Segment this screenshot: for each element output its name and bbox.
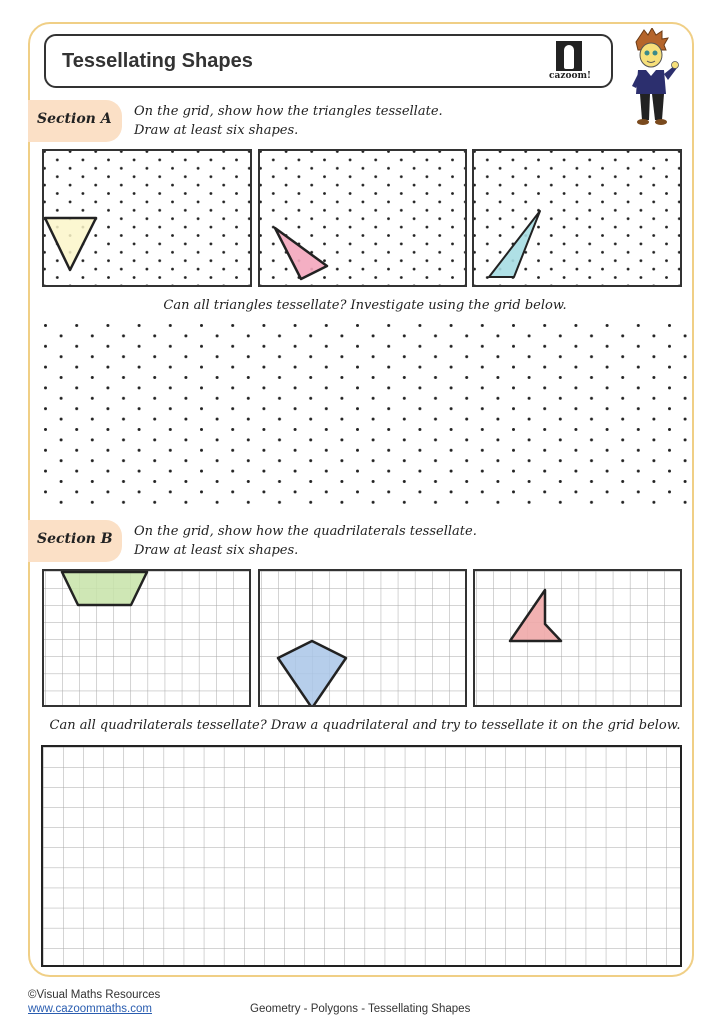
section-b-instruction-line1: On the grid, show how the quadrilaterals tessellate. <box>134 524 477 539</box>
cazoom-logo <box>543 41 597 83</box>
square-grid <box>260 571 467 707</box>
section-a-instruction-line2: Draw at least six shapes. <box>134 123 299 138</box>
square-grid-panel-1[interactable] <box>42 569 251 707</box>
isometric-investigation-grid[interactable] <box>40 322 688 504</box>
square-grid <box>43 747 682 967</box>
section-a-label-text: Section A <box>37 111 112 127</box>
square-grid <box>475 571 682 707</box>
footer-topic: Geometry - Polygons - Tessellating Shapes <box>250 1003 471 1015</box>
section-a-instructions <box>134 102 443 140</box>
square-investigation-grid[interactable] <box>41 745 682 967</box>
cazoom-logo-icon <box>556 41 582 71</box>
isometric-dot-grid <box>474 151 682 287</box>
isometric-panel-3[interactable] <box>472 149 682 287</box>
section-b-question: Can all quadrilaterals tessellate? Draw a quadrilateral and try to tessellate it on the grid below. <box>49 718 681 733</box>
title-box <box>44 34 613 88</box>
copyright-text: ©Visual Maths Resources <box>28 989 161 1001</box>
page-title: Tessellating Shapes <box>62 50 253 72</box>
isometric-dot-grid <box>44 151 252 287</box>
square-grid-panel-3[interactable] <box>473 569 682 707</box>
website-link[interactable]: www.cazoommaths.com <box>28 1003 152 1015</box>
section-b-instruction-line2: Draw at least six shapes. <box>134 543 299 558</box>
section-a-instruction-line1: On the grid, show how the triangles tessellate. <box>134 104 443 119</box>
square-grid-panel-2[interactable] <box>258 569 467 707</box>
logo-text: cazoom! <box>549 71 591 81</box>
isometric-panel-1[interactable] <box>42 149 252 287</box>
mascot-icon <box>622 28 682 128</box>
section-b-label-text: Section B <box>37 531 113 547</box>
trapezium-green-shape <box>62 572 147 605</box>
isometric-dot-grid <box>260 151 467 287</box>
section-a-label <box>28 100 122 142</box>
square-grid <box>44 571 251 707</box>
isometric-dot-grid <box>40 322 688 504</box>
section-a-question: Can all triangles tessellate? Investigate using the grid below. <box>163 298 567 313</box>
isometric-panel-2[interactable] <box>258 149 467 287</box>
footer-left <box>28 988 160 1016</box>
section-b-instructions <box>134 522 477 560</box>
section-b-label <box>28 520 122 562</box>
